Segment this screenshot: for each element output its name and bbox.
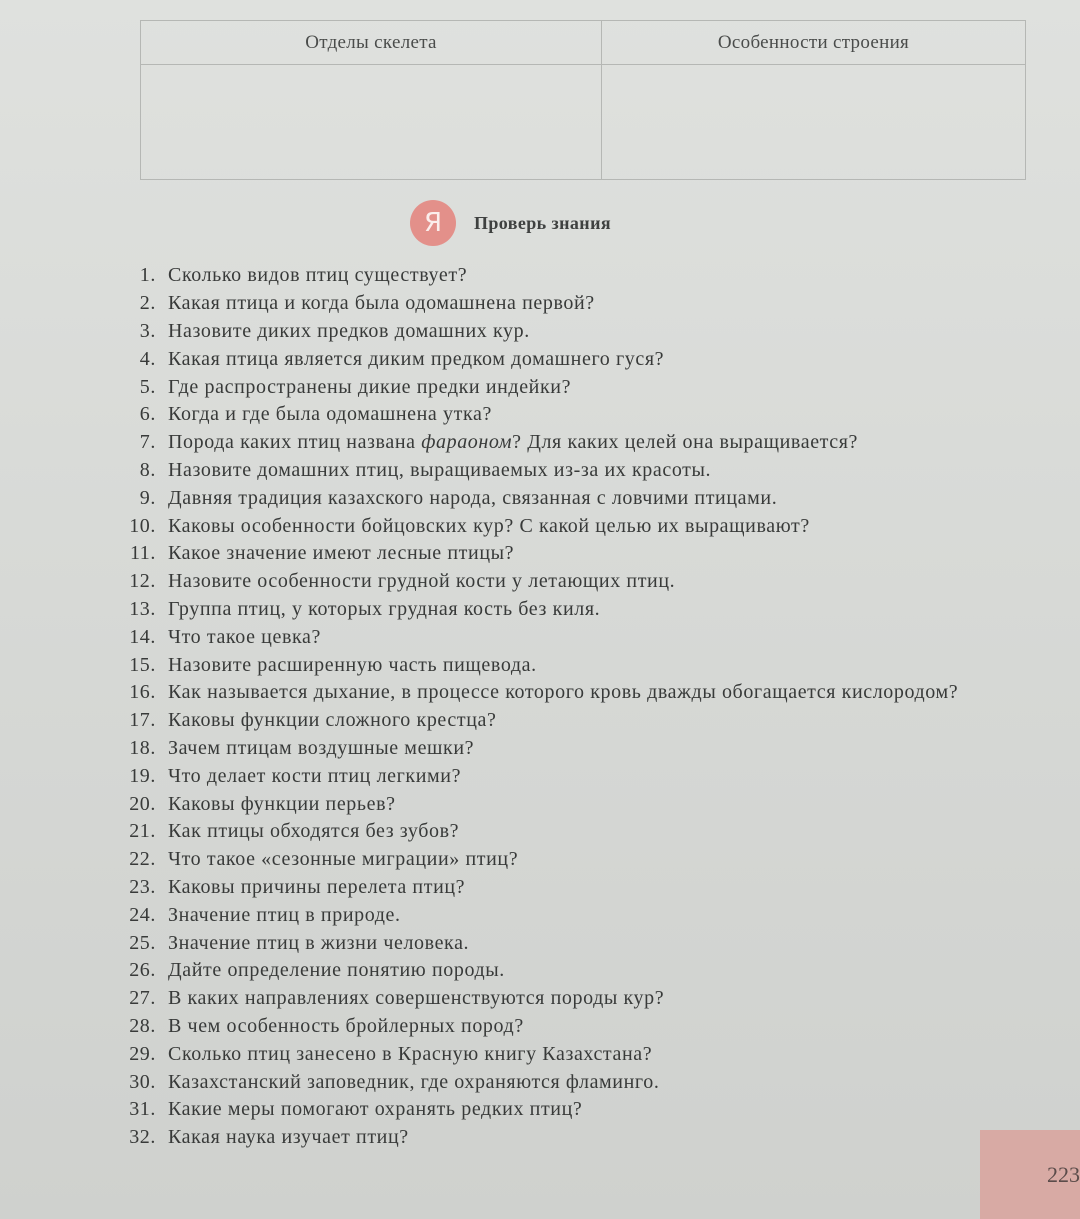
question-number: 24. — [129, 903, 156, 926]
question-number: 17. — [129, 709, 156, 732]
question-item — [108, 596, 1068, 624]
question-number: 30. — [129, 1070, 156, 1093]
question-item — [108, 651, 1068, 679]
table-cell-empty — [602, 65, 1025, 179]
table-cell-empty — [141, 65, 602, 179]
question-number: 22. — [129, 848, 156, 871]
question-item — [108, 318, 1068, 346]
skeleton-table — [140, 20, 1026, 180]
question-item — [108, 540, 1068, 568]
question-item — [108, 1013, 1068, 1041]
question-number: 13. — [129, 597, 156, 620]
question-list — [108, 262, 1068, 1152]
question-item — [108, 929, 1068, 957]
question-text: В чем особенность бройлерных пород? — [168, 1014, 524, 1037]
question-number: 19. — [129, 764, 156, 787]
question-text: Значение птиц в жизни человека. — [168, 931, 470, 954]
question-number: 12. — [129, 570, 156, 593]
question-text: Назовите домашних птиц, выращиваемых из-за их красоты. — [168, 458, 712, 481]
question-item — [108, 429, 1068, 457]
question-text: В каких направлениях совершенствуются породы кур? — [168, 987, 665, 1010]
question-number: 14. — [129, 625, 156, 648]
question-item — [108, 345, 1068, 373]
question-number: 7. — [139, 431, 156, 454]
question-text: Что такое цевка? — [168, 625, 321, 648]
question-item — [108, 735, 1068, 763]
question-item — [108, 957, 1068, 985]
question-text: Группа птиц, у которых грудная кость без киля. — [168, 597, 601, 620]
question-text: Каковы функции сложного крестца? — [168, 709, 497, 732]
question-number: 25. — [129, 931, 156, 954]
question-number: 18. — [129, 736, 156, 759]
question-item — [108, 874, 1068, 902]
question-item — [108, 484, 1068, 512]
page-number-tab — [980, 1130, 1080, 1219]
question-item — [108, 901, 1068, 929]
question-text: Давняя традиция казахского народа, связанная с ловчими птицами. — [168, 486, 778, 509]
question-text: Значение птиц в природе. — [168, 903, 401, 926]
question-number: 29. — [129, 1042, 156, 1065]
question-item — [108, 457, 1068, 485]
question-text: Каковы функции перьев? — [168, 792, 396, 815]
page-number: 223 — [1047, 1161, 1080, 1187]
question-number: 16. — [129, 681, 156, 704]
question-item — [108, 1040, 1068, 1068]
question-item — [108, 985, 1068, 1013]
question-item — [108, 818, 1068, 846]
question-text: Дайте определение понятию породы. — [168, 959, 505, 982]
question-number: 15. — [129, 653, 156, 676]
question-number: 9. — [139, 486, 156, 509]
table-header-skeleton-sections: Отделы скелета — [141, 21, 602, 65]
question-item — [108, 1124, 1068, 1152]
question-number: 6. — [139, 403, 156, 426]
question-item — [108, 290, 1068, 318]
question-text: Что такое «сезонные миграции» птиц? — [168, 848, 519, 871]
question-number: 2. — [139, 292, 156, 315]
question-text: Сколько видов птиц существует? — [168, 264, 468, 287]
question-number: 8. — [139, 458, 156, 481]
table-header-structure-features: Особенности строения — [602, 21, 1025, 65]
question-number: 27. — [129, 987, 156, 1010]
question-item — [108, 401, 1068, 429]
question-item — [108, 512, 1068, 540]
question-text: Какая наука изучает птиц? — [168, 1126, 409, 1149]
question-text: Каковы причины перелета птиц? — [168, 875, 466, 898]
section-title: Проверь знания — [474, 212, 611, 233]
question-number: 31. — [129, 1098, 156, 1121]
question-text: Назовите особенности грудной кости у летающих птиц. — [168, 570, 676, 593]
question-text: Где распространены дикие предки индейки? — [168, 375, 572, 398]
question-number: 5. — [139, 375, 156, 398]
question-number: 32. — [129, 1126, 156, 1149]
question-number: 26. — [129, 959, 156, 982]
question-text: Как называется дыхание, в процессе которого кровь дважды обогащается кислородом? — [168, 681, 959, 704]
question-item — [108, 846, 1068, 874]
question-item — [108, 373, 1068, 401]
question-text-part: ? Для каких целей она выращивается? — [512, 431, 859, 454]
question-number: 20. — [129, 792, 156, 815]
question-text: Каковы особенности бойцовских кур? С какой целью их выращивают? — [168, 514, 810, 537]
question-item — [108, 679, 1068, 707]
question-number: 10. — [129, 514, 156, 537]
question-text: Какие меры помогают охранять редких птиц? — [168, 1098, 583, 1121]
question-number: 3. — [139, 319, 156, 342]
question-text: Какое значение имеют лесные птицы? — [168, 542, 515, 565]
question-number: 1. — [139, 264, 156, 287]
question-number: 11. — [129, 542, 156, 565]
question-item — [108, 262, 1068, 290]
ya-badge-icon: Я — [410, 200, 456, 246]
question-number: 21. — [129, 820, 156, 843]
question-item — [108, 707, 1068, 735]
question-text: Назовите диких предков домашних кур. — [168, 319, 530, 342]
question-item — [108, 1096, 1068, 1124]
question-number: 28. — [129, 1014, 156, 1037]
question-text: Назовите расширенную часть пищевода. — [168, 653, 537, 676]
question-item — [108, 790, 1068, 818]
question-item — [108, 1068, 1068, 1096]
question-text: Казахстанский заповедник, где охраняются фламинго. — [168, 1070, 660, 1093]
question-text-part: Порода каких птиц названа — [168, 431, 422, 454]
question-text: Сколько птиц занесено в Красную книгу Казахстана? — [168, 1042, 653, 1065]
question-text-italic: фараоном — [421, 431, 513, 454]
question-text — [168, 431, 858, 454]
question-number: 4. — [139, 347, 156, 370]
question-text: Когда и где была одомашнена утка? — [168, 403, 492, 426]
question-item — [108, 623, 1068, 651]
question-text: Какая птица и когда была одомашнена первой? — [168, 292, 595, 315]
question-text: Какая птица является диким предком домашнего гуся? — [168, 347, 665, 370]
question-text: Как птицы обходятся без зубов? — [168, 820, 460, 843]
section-header — [410, 200, 611, 246]
question-text: Зачем птицам воздушные мешки? — [168, 736, 475, 759]
question-text: Что делает кости птиц легкими? — [168, 764, 462, 787]
question-item — [108, 762, 1068, 790]
question-item — [108, 568, 1068, 596]
question-number: 23. — [129, 875, 156, 898]
